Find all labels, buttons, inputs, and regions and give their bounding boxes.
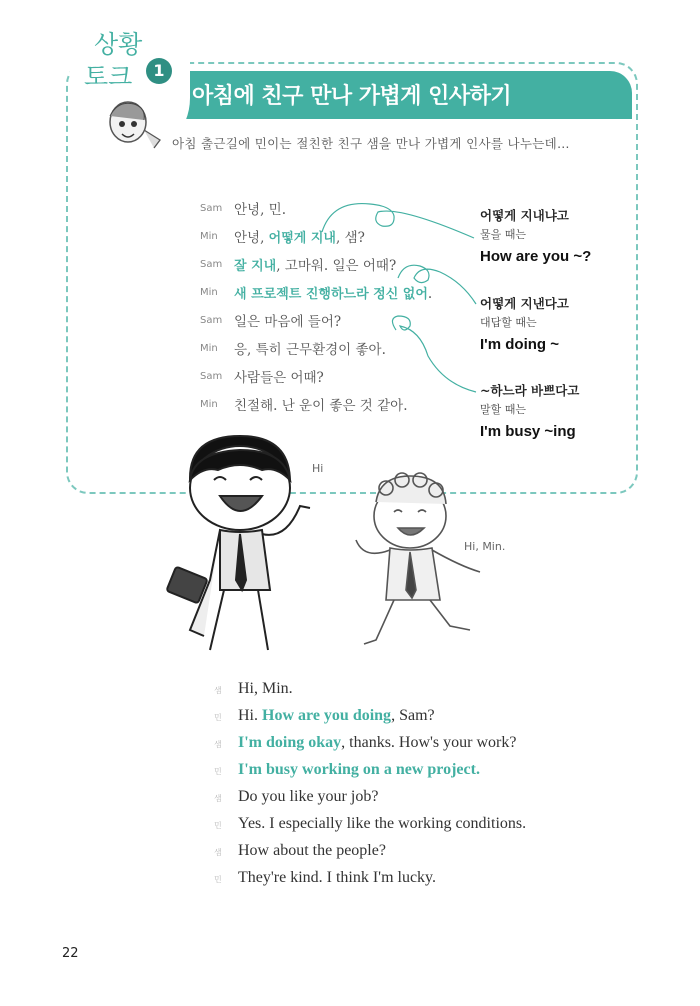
note-english: I'm doing ~ — [480, 336, 559, 353]
line-text: 친절해. 난 운이 좋은 것 같아. — [234, 398, 408, 414]
line-text: Hi. How are you doing, Sam? — [238, 707, 435, 724]
speaker-marker: 민 — [214, 875, 222, 884]
speaker-label: Min — [200, 342, 218, 354]
line-text: 응, 특히 근무환경이 좋아. — [234, 342, 386, 358]
speaker-marker: 샘 — [214, 848, 222, 857]
english-line — [214, 761, 480, 779]
english-line — [214, 680, 293, 698]
curly-haired-man-figure — [356, 473, 480, 644]
line-text: I'm busy working on a new project. — [238, 761, 480, 778]
line-text: 새 프로젝트 진행하느라 정신 없어. — [234, 285, 433, 302]
note-title: 어떻게 지내냐고 — [480, 208, 569, 223]
line-text: I'm doing okay, thanks. How's your work? — [238, 734, 517, 751]
scene-description: 아침 출근길에 민이는 절친한 친구 샘을 만나 가볍게 인사를 나누는데… — [172, 136, 570, 151]
note-subtitle: 물을 때는 — [480, 228, 527, 241]
line-text: 일은 마음에 들어? — [234, 314, 342, 330]
english-line — [214, 869, 436, 887]
speaker-label: Sam — [200, 370, 223, 382]
badge-number: 1 — [146, 58, 172, 84]
line-text: Do you like your job? — [238, 788, 379, 805]
english-line — [214, 707, 435, 725]
speaker-marker: 민 — [214, 821, 222, 830]
speaker-label: Sam — [200, 202, 223, 214]
english-line — [214, 842, 386, 860]
english-line — [214, 734, 516, 752]
line-text: 사람들은 어때? — [234, 370, 324, 386]
speaker-marker: 샘 — [214, 686, 222, 695]
note-subtitle: 대답할 때는 — [480, 316, 537, 329]
speech-hi: Hi — [312, 462, 324, 475]
speech-hi-min: Hi, Min. — [464, 540, 506, 553]
man-with-briefcase-figure — [166, 436, 310, 650]
page-number: 22 — [62, 946, 79, 961]
speaker-label: Sam — [200, 314, 223, 326]
line-text: 안녕, 어떻게 지내, 샘? — [234, 230, 365, 246]
speaker-label: Min — [200, 398, 218, 410]
speaker-label: Min — [200, 230, 218, 242]
expression-note — [480, 206, 591, 265]
connector-lines — [0, 0, 700, 500]
speaker-marker: 민 — [214, 713, 222, 722]
line-text: Yes. I especially like the working conditions. — [238, 815, 527, 832]
speaker-marker: 민 — [214, 767, 222, 776]
badge-line2: 토크 — [84, 62, 133, 91]
expression-note — [480, 294, 569, 353]
line-text: They're kind. I think I'm lucky. — [238, 869, 437, 886]
speaker-label: Sam — [200, 258, 223, 270]
line-text: 안녕, 민. — [234, 202, 286, 218]
note-title: ~하느라 바쁘다고 — [480, 383, 580, 398]
line-text: 잘 지내, 고마워. 일은 어때? — [234, 258, 397, 274]
english-line — [214, 788, 378, 806]
english-line — [214, 815, 526, 833]
line-text: Hi, Min. — [238, 680, 293, 697]
line-text: How about the people? — [238, 842, 386, 859]
page-title: 아침에 친구 만나 가볍게 인사하기 — [192, 84, 512, 109]
speaker-marker: 샘 — [214, 740, 222, 749]
badge-line1: 상황 — [94, 30, 143, 59]
speaker-marker: 샘 — [214, 794, 222, 803]
speaker-label: Min — [200, 286, 218, 298]
note-english: I'm busy ~ing — [480, 423, 576, 440]
note-english: How are you ~? — [480, 248, 592, 265]
note-title: 어떻게 지낸다고 — [480, 296, 569, 311]
note-subtitle: 말할 때는 — [480, 403, 527, 416]
